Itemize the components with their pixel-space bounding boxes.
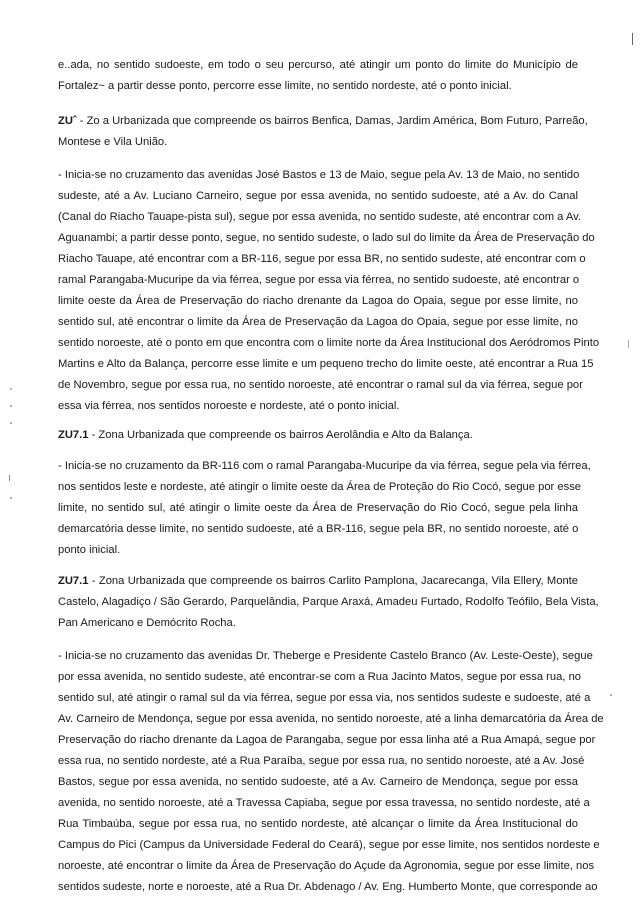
- paragraph-line: sentido noroeste, até o ponto em que encontra com o limite norte da Área Institucional dos Aeródromos Pinto: [58, 337, 600, 349]
- paragraph-line: de Novembro, segue por essa rua, no sentido noroeste, até encontrar o ramal sul da via férrea, segue por: [58, 379, 583, 391]
- scan-edge-mark: [628, 340, 629, 348]
- zone-code: ZU7.1: [58, 429, 89, 441]
- paragraph-line: Montese e Vila União.: [58, 136, 168, 148]
- paragraph-line: por essa avenida, no sentido sudeste, até encontrar-se com a Rua Jacinto Matos, segue por essa rua, no: [58, 671, 582, 683]
- paragraph-line: - Inicia-se no cruzamento das avenidas José Bastos e 13 de Maio, segue pela Av. 13 de Maio, no sentido: [58, 169, 580, 181]
- paragraph-line: sentido sul, até atingir o ramal sul da via férrea, segue por essa via, nos sentidos sudeste e sudoeste, até a: [58, 692, 591, 704]
- paragraph-line: e..ada, no sentido sudoeste, em todo o seu percurso, até atingir um ponto do limite do Município de: [58, 59, 578, 71]
- paragraph-line: Riacho Tauape, até encontrar com a BR-116, segue por essa BR, no sentido sudeste, até encontrar com o: [58, 253, 586, 265]
- paragraph-line: sentido sul, até encontrar o limite da Área de Preservação da Lagoa do Opaia, segue por esse limite, no: [58, 316, 578, 328]
- paragraph-line: sudeste, até a Av. Luciano Carneiro, segue por essa avenida, no sentido sudoeste, até a Av. do Canal: [58, 190, 578, 202]
- zone-description: - Zona Urbanizada que compreende os bairros Aerolândia e Alto da Balança.: [88, 429, 473, 441]
- paragraph-line: Martins e Alto da Balança, percorre esse limite e um pequeno trecho do limite oeste, até encontrar a Rua 15: [58, 358, 594, 370]
- paragraph-line: noroeste, até encontrar o limite da Área de Preservação do Açude da Agronomia, segue por esse limite, nos: [58, 860, 595, 872]
- zone-heading: [58, 114, 588, 128]
- scan-edge-mark: [632, 33, 633, 45]
- zone-heading: [58, 428, 578, 442]
- zone-code: ZUˆ: [58, 115, 77, 127]
- scan-speck: [10, 388, 12, 390]
- paragraph-line: Rua Timbaúba, segue por essa rua, no sentido nordeste, até alcançar o limite da Área Institucional do: [58, 818, 578, 830]
- paragraph-line: limite oeste da Área de Preservação do riacho drenante da Lagoa do Opaia, segue por esse limite, no: [58, 295, 578, 307]
- paragraph-line: ramal Parangaba-Mucuripe da via férrea, segue por essa via férrea, no sentido sudoeste, até encontrar o: [58, 274, 580, 286]
- paragraph-line: sentidos sudeste, norte e noroeste, até a Rua Dr. Abdenago / Av. Eng. Humberto Monte, que corresponde ao: [58, 881, 598, 893]
- scan-edge-mark: [9, 475, 10, 481]
- paragraph-line: Bastos, segue por essa avenida, no sentido sudoeste, até a Av. Carneiro de Mendonça, segue por essa: [58, 776, 578, 788]
- zone-description: - Zo a Urbanizada que compreende os bairros Benfica, Damas, Jardim América, Bom Futuro, Parreão,: [76, 115, 588, 127]
- paragraph-line: limite, no sentido sul, até atingir o limite oeste da Área de Preservação do Rio Cocó, segue pela linha: [58, 502, 578, 514]
- zone-code: ZU7.1: [58, 575, 89, 587]
- zone-description: - Zona Urbanizada que compreende os bairros Carlito Pamplona, Jacarecanga, Vila Ellery, Monte: [88, 575, 578, 587]
- paragraph-line: essa via férrea, nos sentidos noroeste e nordeste, até o ponto inicial.: [58, 400, 400, 412]
- paragraph-line: Campus do Pici (Campus da Universidade Federal do Ceará), segue por esse limite, nos sentidos nordeste e: [58, 839, 600, 851]
- paragraph-line: Pan Americano e Demócrito Rocha.: [58, 617, 236, 629]
- paragraph-line: Av. Carneiro de Mendonça, segue por essa avenida, no sentido noroeste, até a linha demarcatória da Área de: [58, 713, 604, 725]
- paragraph-line: Preservação do riacho drenante da Lagoa de Parangaba, segue por essa linha até a Rua Amapá, segue por: [58, 734, 596, 746]
- scan-speck: [610, 694, 612, 696]
- paragraph-line: essa rua, no sentido nordeste, até a Rua Paraíba, segue por essa rua, no sentido noroeste, até a Av. José: [58, 755, 585, 767]
- paragraph-line: demarcatória desse limite, no sentido sudoeste, até a BR-116, segue pela BR, no sentido noroeste, até o: [58, 523, 579, 535]
- scan-speck: [10, 497, 12, 499]
- paragraph-line: - Inicia-se no cruzamento da BR-116 com o ramal Parangaba-Mucuripe da via férrea, segue pela via férrea,: [58, 460, 591, 472]
- paragraph-line: (Canal do Riacho Tauape-pista sul), segue por essa avenida, no sentido sudeste, até encontrar com a Av.: [58, 211, 582, 223]
- paragraph-line: Fortalez~ a partir desse ponto, percorre esse limite, no sentido nordeste, até o ponto inicial.: [58, 80, 512, 92]
- paragraph-line: nos sentidos leste e nordeste, até atingir o limite oeste da Área de Proteção do Rio Cocó, segue por esse: [58, 481, 582, 493]
- paragraph-line: Castelo, Alagadiço / São Gerardo, Parquelândia, Parque Araxá, Amadeu Furtado, Rodolfo Teófilo, Bela Vista,: [58, 596, 599, 608]
- paragraph-line: Aguanambi; a partir desse ponto, segue, no sentido sudeste, o lado sul do limite da Área de Preservação do: [58, 232, 595, 244]
- paragraph-line: avenida, no sentido noroeste, até a Travessa Capiaba, segue por essa travessa, no sentido nordeste, até a: [58, 797, 590, 809]
- paragraph-line: ponto inicial.: [58, 544, 121, 556]
- zone-heading: [58, 574, 578, 588]
- scan-speck: [10, 422, 12, 424]
- scan-speck: [10, 405, 12, 407]
- paragraph-line: - Inicia-se no cruzamento das avenidas Dr. Theberge e Presidente Castelo Branco (Av. Leste-Oeste), segue: [58, 650, 593, 662]
